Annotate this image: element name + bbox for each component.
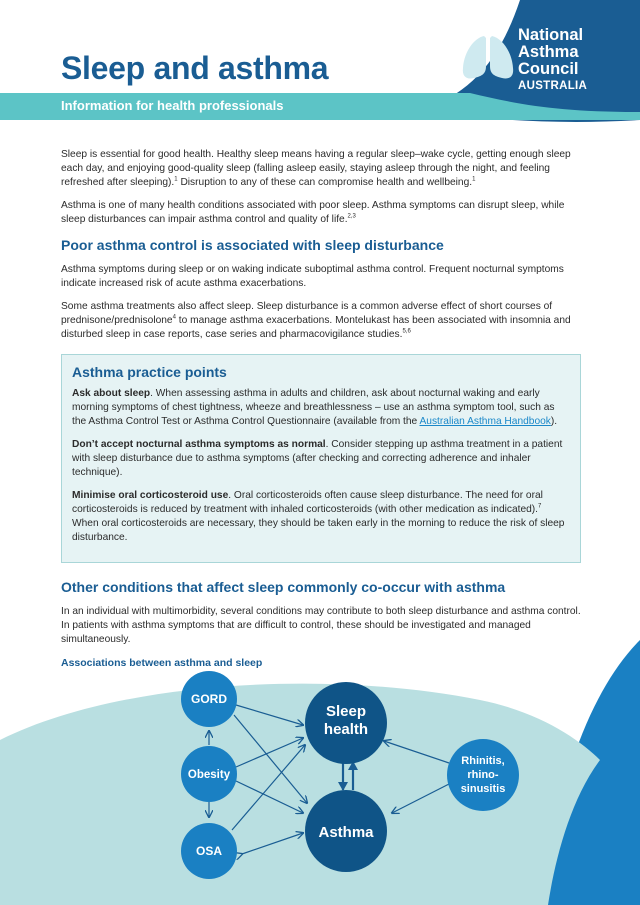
- logo-wordmark: [518, 27, 587, 95]
- diagram-title: Associations between asthma and sleep: [61, 657, 263, 669]
- practice-point-3: Minimise oral corticosteroid use. Oral corticosteroids often cause sleep disturbance. The need for oral corticosteroids is reduced by treatment with inhaled corticosteroids (with other medication as indicated).$^7$ When oral corticosteroids are necessary, they should be taken early in the morning to reduce the risk of sleep disturbance.: [72, 490, 565, 543]
- sleep-asthma-bidirectional-arrow: [343, 762, 353, 790]
- arrow-osa-asthma: [242, 833, 303, 854]
- practice-point-1: Ask about sleep. When assessing asthma in adults and children, ask about nocturnal waking and early morning symptoms of chest tightness, wheeze and breathlessness – use an asthma symptom tool, such as the Asthma Control Test or Asthma Control Questionnaire (available from the Australian Asthma Handbook).: [72, 388, 558, 427]
- node-obesity-label: Obesity: [187, 769, 231, 781]
- logo-line-4: AUSTRALIA: [518, 80, 588, 92]
- page-subtitle: Information for health professionals: [61, 98, 284, 113]
- node-sleep-health: [305, 682, 387, 764]
- arrow-gord-asthma: [234, 715, 307, 803]
- arrow-obesity-sleep: [236, 738, 303, 767]
- main-content: [61, 148, 581, 679]
- node-rhinitis-label-3: sinusitis: [460, 783, 506, 795]
- node-obesity: [181, 746, 237, 802]
- arrow-rhinitis-asthma: [392, 784, 449, 813]
- practice-point-2: Don’t accept nocturnal asthma symptoms as normal. Consider stepping up asthma treatment in a patient with sleep disturbance due to asthma symptoms (after checking and correcting adherence and inhaler technique).: [72, 439, 563, 478]
- section2-paragraph-1: In an individual with multimorbidity, several conditions may contribute to both sleep disturbance and asthma control. In patients with asthma symptoms that are difficult to control, these should be investigated and managed simultaneously.: [61, 606, 581, 645]
- section1-paragraph-2: Some asthma treatments also affect sleep. Sleep disturbance is a common adverse effect of short courses of prednisone/prednisolone$^4$ to manage asthma exacerbations. Montelukast has been associated with insomnia and disturbed sleep in case reports, case series and pharmacovigilance studies.$^{5,6}$: [61, 301, 571, 340]
- node-gord-label: GORD: [191, 692, 227, 706]
- arrow-gord-sleep: [236, 705, 303, 725]
- page-title: Sleep and asthma: [61, 50, 329, 86]
- logo-line-1: National: [518, 26, 584, 44]
- intro-paragraph-1: Sleep is essential for good health. Healthy sleep means having a regular sleep–wake cycle, getting enough sleep each day, and enjoying good-quality sleep (falling asleep easily, staying asleep through the night, and feeling refreshed after sleeping).$^1$ Disruption to any of these can compromise health and wellbeing.$^1$: [61, 149, 571, 188]
- section1-paragraph-1: Asthma symptoms during sleep or on waking indicate suboptimal asthma control. Frequent nocturnal symptoms indicate increased risk of acute asthma exacerbations.: [61, 264, 564, 289]
- node-rhinitis-label-1: Rhinitis,: [461, 755, 505, 767]
- node-asthma: [305, 790, 387, 872]
- arrow-rhinitis-sleep: [384, 741, 449, 763]
- australian-asthma-handbook-link[interactable]: Australian Asthma Handbook: [419, 416, 551, 427]
- node-rhinitis: [447, 739, 519, 811]
- node-rhinitis-label-2: rhino-: [467, 769, 499, 781]
- node-gord: [181, 671, 237, 727]
- node-sleep-label-1: Sleep: [325, 703, 367, 720]
- logo-line-2: Asthma: [518, 43, 579, 61]
- section-heading-asthma-control: Poor asthma control is associated with sleep disturbance: [61, 237, 444, 253]
- intro-paragraph-2: Asthma is one of many health conditions associated with poor sleep. Asthma symptoms can disrupt sleep, while sleep disturbances can impair asthma control and quality of life.$^{2,3}$: [61, 200, 565, 225]
- asthma-sleep-diagram: [0, 650, 640, 905]
- node-osa: [181, 823, 237, 879]
- node-sleep-label-2: health: [323, 721, 369, 738]
- logo-line-3: Council: [518, 60, 579, 78]
- section-heading-co-occurring: Other conditions that affect sleep commonly co-occur with asthma: [61, 579, 506, 595]
- node-asthma-label: Asthma: [318, 824, 374, 841]
- practice-points-box: [61, 354, 581, 563]
- practice-points-heading: Asthma practice points: [72, 364, 227, 380]
- node-osa-label: OSA: [195, 844, 223, 858]
